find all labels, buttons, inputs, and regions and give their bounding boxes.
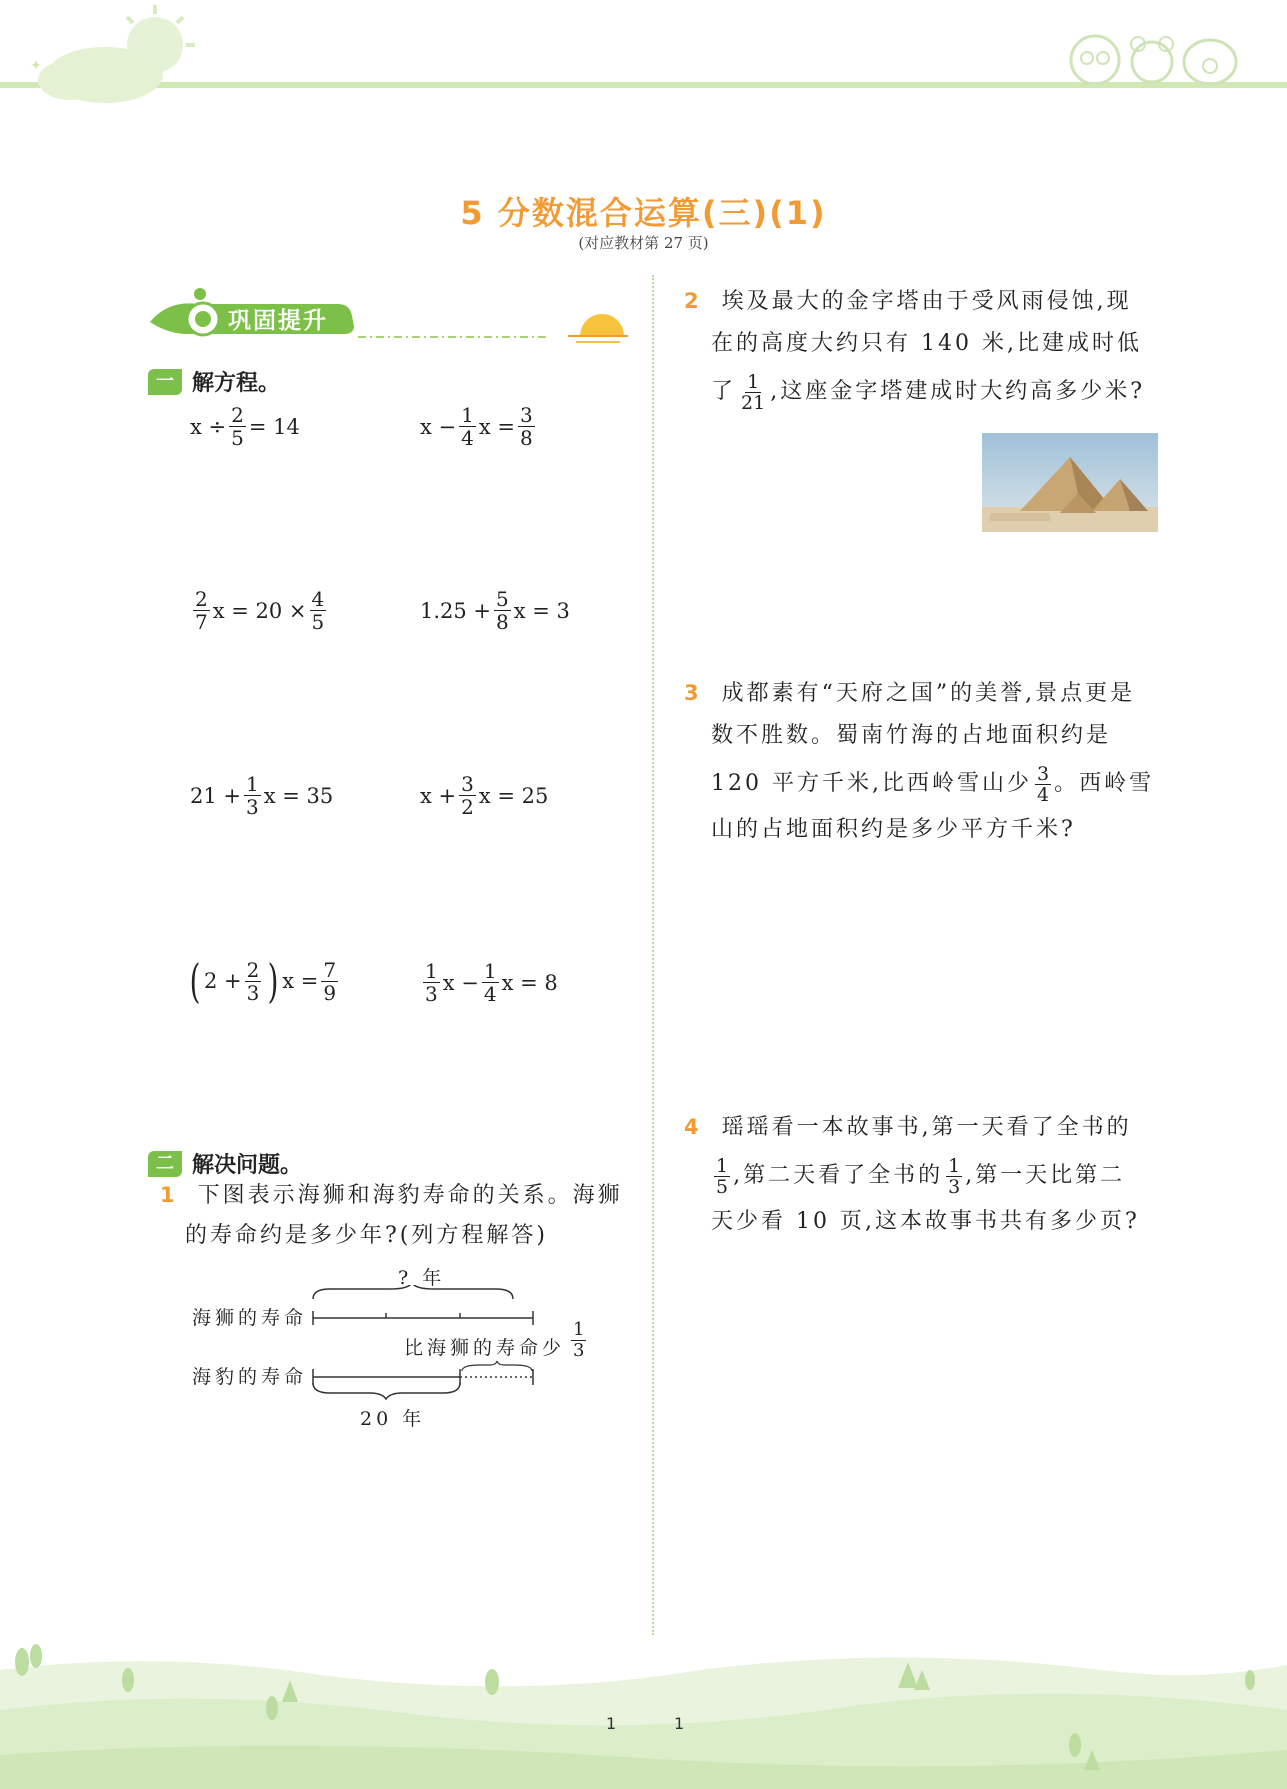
question-2 (684, 276, 1164, 417)
question-3-line1: 成都素有“天府之国”的美誉,景点更是 (721, 681, 1136, 706)
diagram-less-fraction: $\frac{1}{3}$ (573, 1319, 585, 1361)
question-1-line1: 下图表示海狮和海豹寿命的关系。海狮 (197, 1183, 623, 1208)
eq-text: x = (282, 969, 319, 993)
fraction: $\frac{3}{2}$ (461, 772, 474, 819)
question-3-number: 3 (684, 681, 702, 705)
eq-text: x = 35 (263, 783, 334, 808)
fraction: $\frac{2}{7}$ (195, 587, 208, 634)
section1-number: 一 (148, 369, 182, 395)
section-banner (148, 282, 628, 344)
question-2-line3a: 了 (711, 379, 737, 404)
question-3-line3b: 。西岭雪 (1054, 771, 1155, 796)
eq-text: x = (478, 414, 515, 439)
fraction: $\frac{5}{8}$ (496, 587, 509, 634)
footer-landscape (0, 1640, 1287, 1789)
question-4 (684, 1102, 1164, 1247)
eq-text: x = 8 (501, 970, 558, 995)
fraction: $\frac{2}{5}$ (231, 403, 244, 450)
right-paren: ) (267, 954, 279, 1008)
equation-3 (190, 588, 329, 633)
diagram-less-text: 比海狮的寿命少 (404, 1337, 566, 1359)
eq-text: = 14 (248, 414, 300, 439)
fraction: $\frac{4}{5}$ (311, 587, 325, 634)
animal-faces-decoration (1060, 20, 1250, 90)
eq-text: x = 20 × (212, 598, 307, 623)
eq-text: x = 25 (478, 783, 549, 808)
equation-7 (186, 954, 341, 1008)
eq-text: x − (442, 970, 479, 995)
question-3 (684, 668, 1164, 855)
fraction: $\frac{1}{3}$ (948, 1154, 961, 1198)
equation-1 (190, 404, 300, 449)
fraction: $\frac{1}{4}$ (483, 959, 497, 1006)
question-4-line2b: ,第一天比第二 (965, 1163, 1126, 1188)
question-2-number: 2 (684, 289, 702, 313)
left-paren: ( (189, 954, 201, 1008)
eq-text: x = 3 (513, 598, 570, 623)
diagram-top-label: ? 年 (398, 1267, 446, 1289)
section2-label: 解决问题。 (192, 1153, 303, 1178)
diagram-bottom-label: 20 年 (360, 1408, 426, 1430)
fraction: $\frac{3}{8}$ (519, 403, 533, 450)
equation-4 (420, 588, 570, 633)
equation-6 (420, 773, 548, 818)
question-1-line2: 的寿命约是多少年?(列方程解答) (185, 1223, 548, 1248)
page-title: 5 分数混合运算(三)(1) (460, 194, 827, 232)
fraction: $\frac{1}{3}$ (246, 772, 259, 819)
equation-8 (420, 960, 558, 1005)
diagram-seal-label: 海豹的寿命 (192, 1366, 308, 1388)
fraction: $\frac{1}{21}$ (741, 370, 766, 414)
fraction: $\frac{7}{9}$ (323, 957, 337, 1005)
fraction: $\frac{3}{4}$ (1036, 762, 1050, 806)
question-2-line3b: ,这座金字塔建成时大约高多少米? (770, 379, 1145, 404)
column-divider (652, 275, 654, 1635)
page-number-left: 1 (606, 1714, 617, 1733)
diagram-sea-lion-label: 海狮的寿命 (192, 1307, 308, 1329)
svg-text:✦: ✦ (30, 58, 42, 74)
line-segment-diagram (300, 1285, 550, 1405)
question-1 (160, 1170, 640, 1261)
page-number-right: 1 (674, 1714, 685, 1733)
question-4-line1: 瑶瑶看一本故事书,第一天看了全书的 (721, 1115, 1132, 1140)
equation-2 (420, 404, 538, 449)
fraction: $\frac{1}{5}$ (716, 1154, 729, 1198)
fraction: $\frac{1}{4}$ (461, 403, 474, 450)
eq-text: x + (420, 783, 457, 808)
section1-heading (148, 366, 280, 397)
fraction: $\frac{2}{3}$ (246, 957, 260, 1005)
question-3-line4: 山的占地面积约是多少平方千米? (711, 817, 1076, 842)
eq-text: x − (420, 414, 457, 439)
eq-text: 1.25 + (420, 598, 492, 623)
equation-5 (190, 773, 333, 818)
question-4-number: 4 (684, 1115, 702, 1139)
question-2-line1: 埃及最大的金字塔由于受风雨侵蚀,现 (721, 289, 1132, 314)
question-4-line3: 天少看 10 页,这本故事书共有多少页? (711, 1209, 1140, 1234)
eq-text: x ÷ (190, 414, 227, 439)
section2-number: 二 (148, 1151, 182, 1177)
question-3-line2: 数不胜数。蜀南竹海的占地面积约是 (711, 723, 1112, 748)
page-subtitle: (对应教材第 27 页) (578, 234, 709, 252)
eq-text: 21 + (190, 783, 241, 808)
banner-label: 巩固提升 (228, 308, 328, 334)
question-4-line2a: ,第二天看了全书的 (733, 1163, 944, 1188)
eq-text: 2 + (203, 969, 242, 993)
question-3-line3a: 120 平方千米,比西岭雪山少 (711, 771, 1032, 796)
sun-cloud-decoration (0, 0, 220, 110)
pyramid-image (982, 433, 1158, 532)
section1-label: 解方程。 (192, 371, 281, 396)
fraction: $\frac{1}{3}$ (425, 959, 438, 1006)
question-2-line2: 在的高度大约只有 140 米,比建成时低 (711, 331, 1142, 356)
question-1-number: 1 (160, 1183, 178, 1207)
